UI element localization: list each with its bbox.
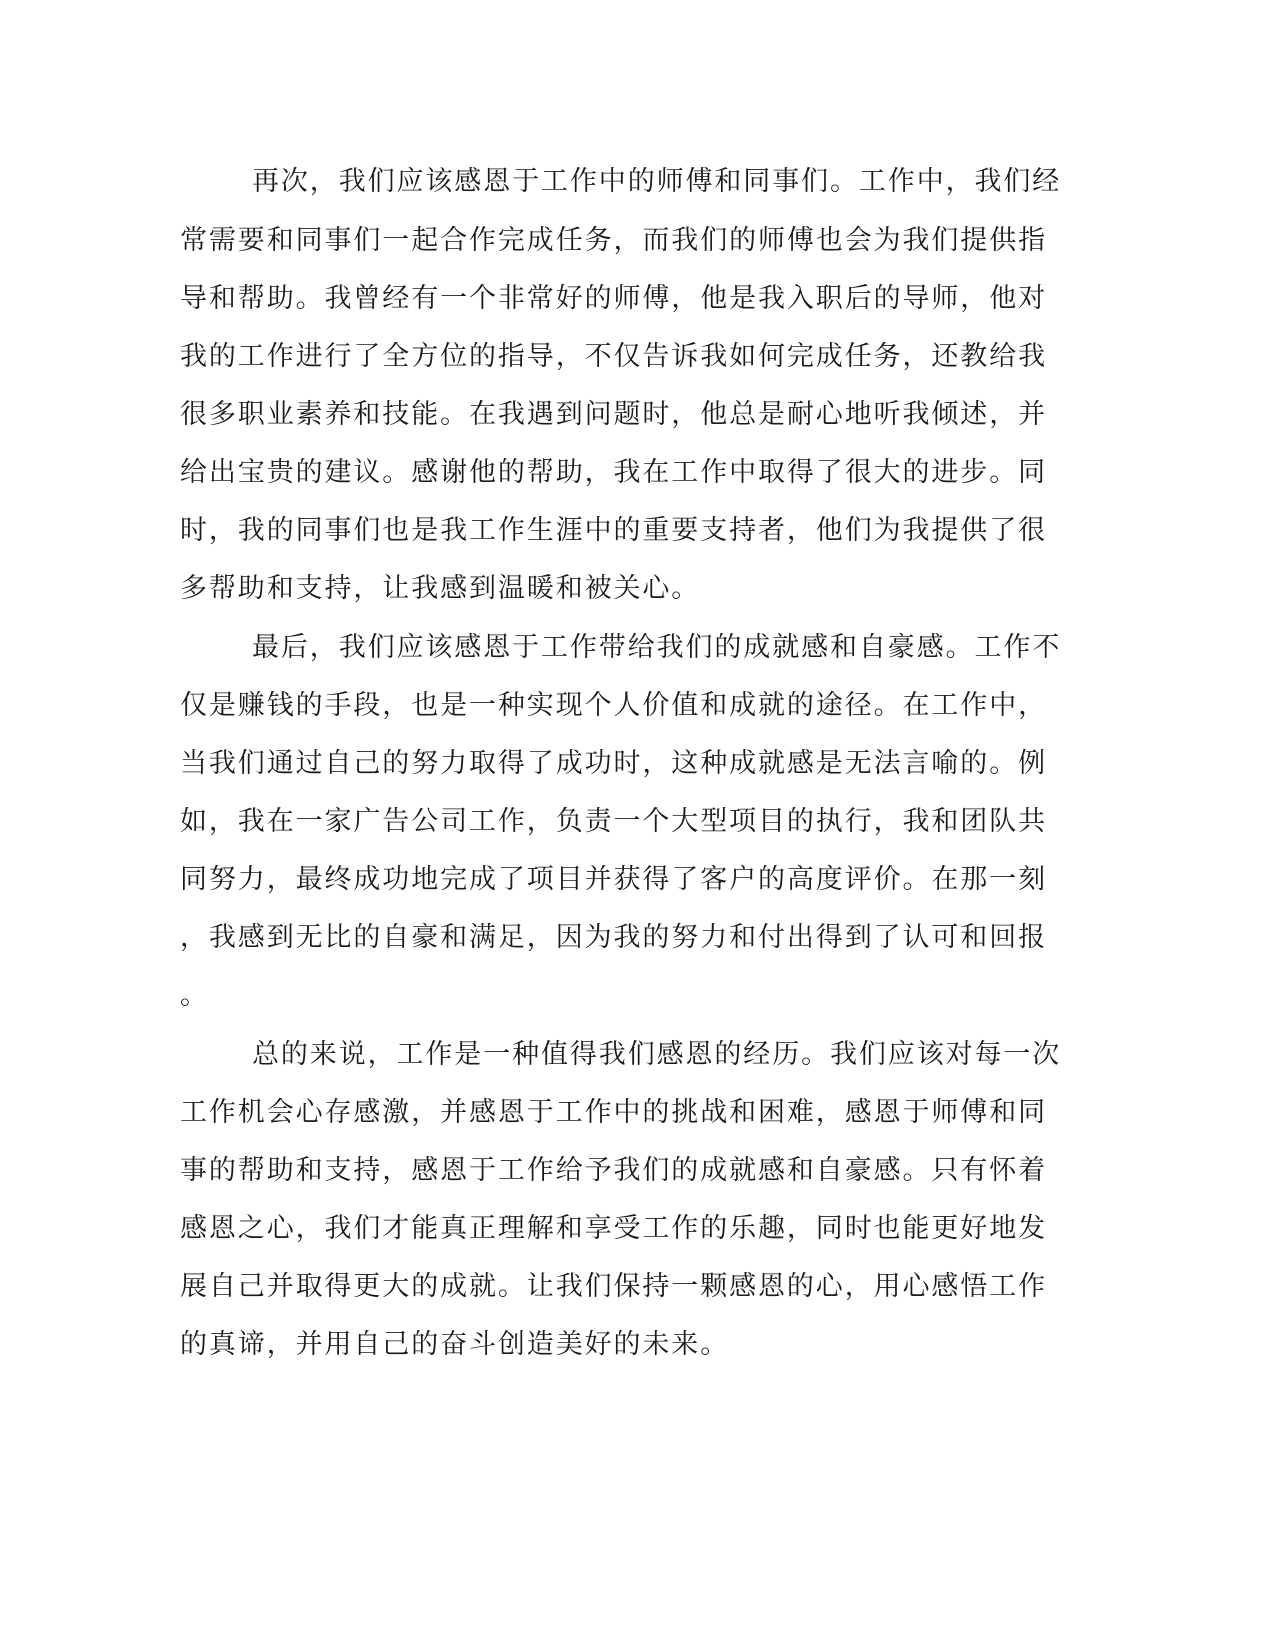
paragraph-1-line-4: 我的工作进行了全方位的指导，不仅告诉我如何完成任务，还教给我 xyxy=(180,341,1047,372)
paragraph-2-line-5: 同努力，最终成功地完成了项目并获得了客户的高度评价。在那一刻 xyxy=(180,864,1047,895)
paragraph-2-line-2: 仅是赚钱的手段，也是一种实现个人价值和成就的途径。在工作中， xyxy=(180,690,1047,721)
paragraph-2-line-3: 当我们通过自己的努力取得了成功时，这种成就感是无法言喻的。例 xyxy=(180,748,1047,779)
paragraph-3-line-1: 总的来说，工作是一种值得我们感恩的经历。我们应该对每一次 xyxy=(252,1039,1062,1070)
paragraph-1-line-8: 多帮助和支持，让我感到温暖和被关心。 xyxy=(180,573,701,604)
paragraph-2-line-6: ，我感到无比的自豪和满足，因为我的努力和付出得到了认可和回报 xyxy=(180,922,1047,953)
paragraph-1-line-6: 给出宝贵的建议。感谢他的帮助，我在工作中取得了很大的进步。同 xyxy=(180,457,1047,488)
paragraph-3-line-3: 事的帮助和支持，感恩于工作给予我们的成就感和自豪感。只有怀着 xyxy=(180,1155,1047,1186)
paragraph-3-line-5: 展自己并取得更大的成就。让我们保持一颗感恩的心，用心感悟工作 xyxy=(180,1271,1047,1302)
paragraph-1-line-3: 导和帮助。我曾经有一个非常好的师傅，他是我入职后的导师，他对 xyxy=(180,283,1047,314)
paragraph-1-line-5: 很多职业素养和技能。在我遇到问题时，他总是耐心地听我倾述，并 xyxy=(180,399,1047,430)
paragraph-3-line-2: 工作机会心存感激，并感恩于工作中的挑战和困难，感恩于师傅和同 xyxy=(180,1097,1047,1128)
paragraph-2-line-4: 如，我在一家广告公司工作，负责一个大型项目的执行，我和团队共 xyxy=(180,806,1047,837)
paragraph-1-line-2: 常需要和同事们一起合作完成任务，而我们的师傅也会为我们提供指 xyxy=(180,225,1047,256)
paragraph-2-line-1: 最后，我们应该感恩于工作带给我们的成就感和自豪感。工作不 xyxy=(252,632,1062,663)
paragraph-2-line-7: 。 xyxy=(180,980,209,1011)
paragraph-1-line-1: 再次，我们应该感恩于工作中的师傅和同事们。工作中，我们经 xyxy=(252,166,1062,197)
paragraph-1-line-7: 时，我的同事们也是我工作生涯中的重要支持者，他们为我提供了很 xyxy=(180,515,1047,546)
paragraph-3-line-6: 的真谛，并用自己的奋斗创造美好的未来。 xyxy=(180,1329,730,1360)
paragraph-3-line-4: 感恩之心，我们才能真正理解和享受工作的乐趣，同时也能更好地发 xyxy=(180,1213,1047,1244)
